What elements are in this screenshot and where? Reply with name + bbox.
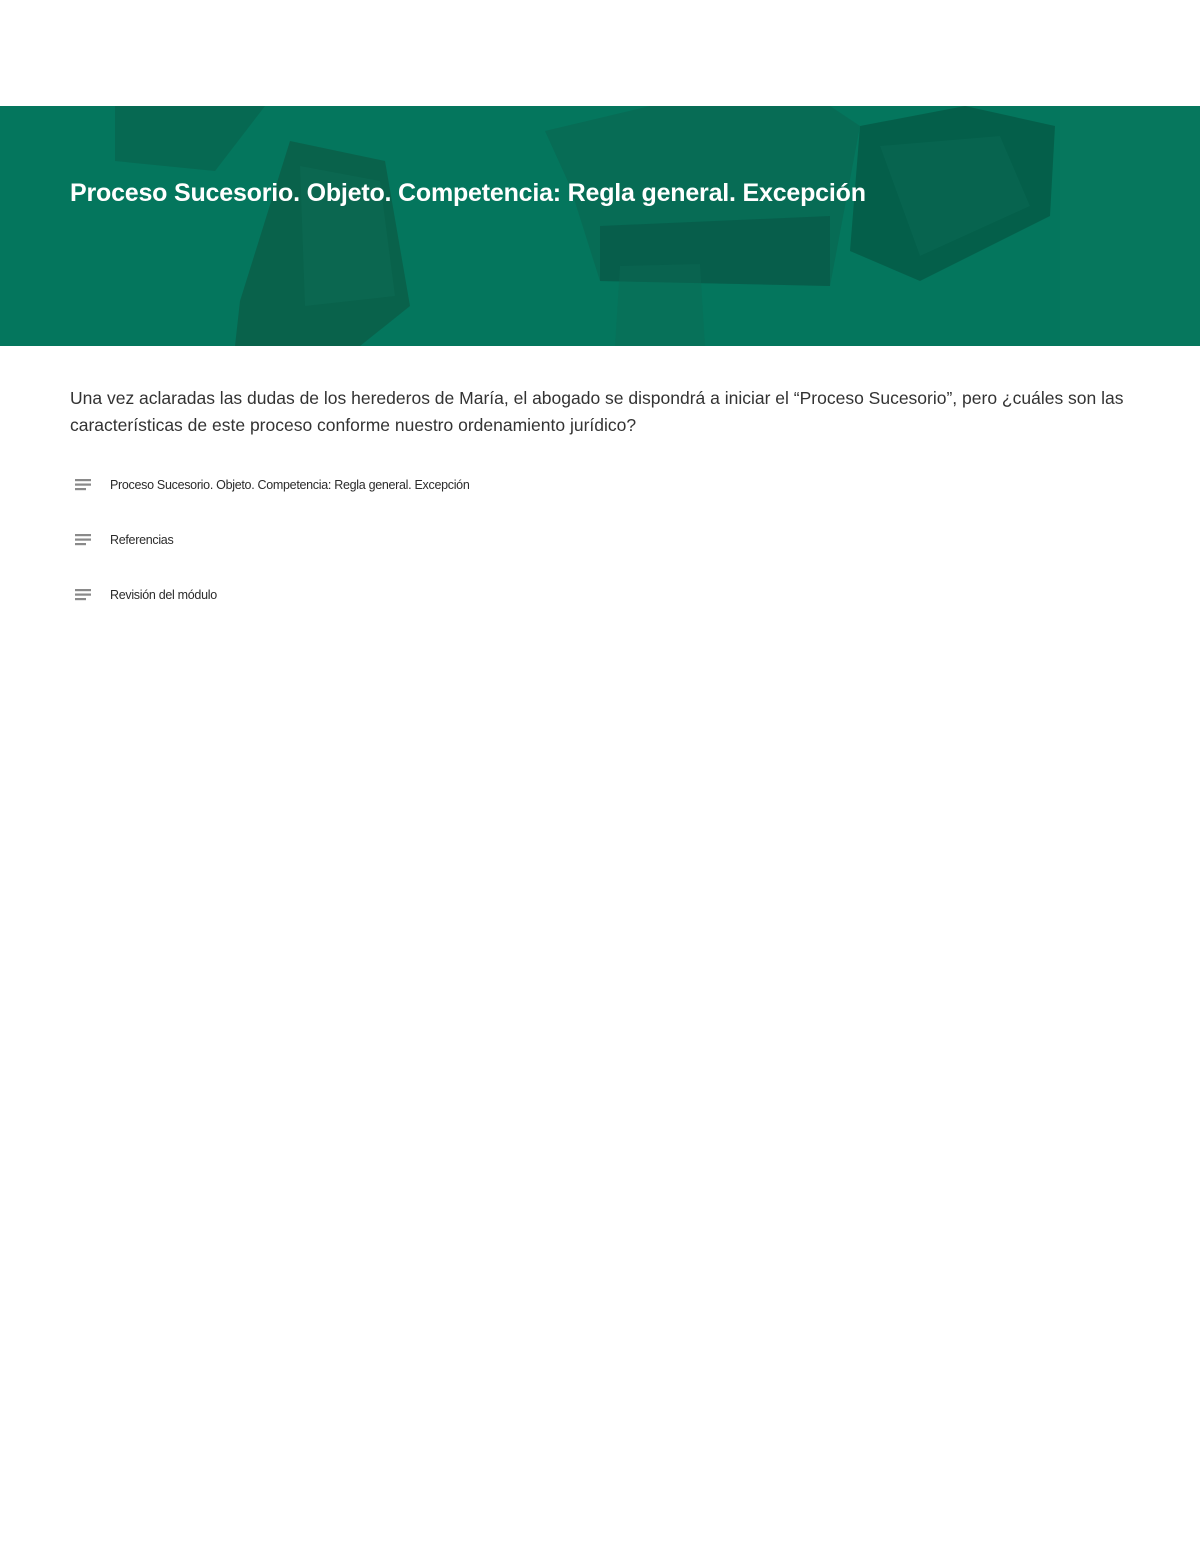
intro-paragraph: Una vez aclaradas las dudas de los herederos de María, el abogado se dispondrá a iniciar el “Proceso Sucesorio”, pero ¿cuáles son las características de este proceso conforme nuestro ordenamiento jurídico? bbox=[70, 388, 1124, 435]
page-title: Proceso Sucesorio. Objeto. Competencia: Regla general. Excepción bbox=[70, 179, 866, 207]
outline-item-label: Proceso Sucesorio. Objeto. Competencia: Regla general. Excepción bbox=[110, 478, 470, 492]
hero-background-image bbox=[0, 106, 1200, 346]
outline-item-referencias[interactable] bbox=[74, 529, 469, 551]
notes-lines-icon bbox=[74, 532, 94, 548]
hero-banner bbox=[0, 106, 1200, 346]
outline-item-label: Referencias bbox=[110, 533, 174, 547]
notes-lines-icon bbox=[74, 477, 94, 493]
outline-item-proceso-sucesorio[interactable] bbox=[74, 474, 469, 496]
outline-item-label: Revisión del módulo bbox=[110, 588, 217, 602]
lesson-outline bbox=[74, 474, 469, 639]
notes-lines-icon bbox=[74, 587, 94, 603]
outline-item-revision-modulo[interactable] bbox=[74, 584, 469, 606]
